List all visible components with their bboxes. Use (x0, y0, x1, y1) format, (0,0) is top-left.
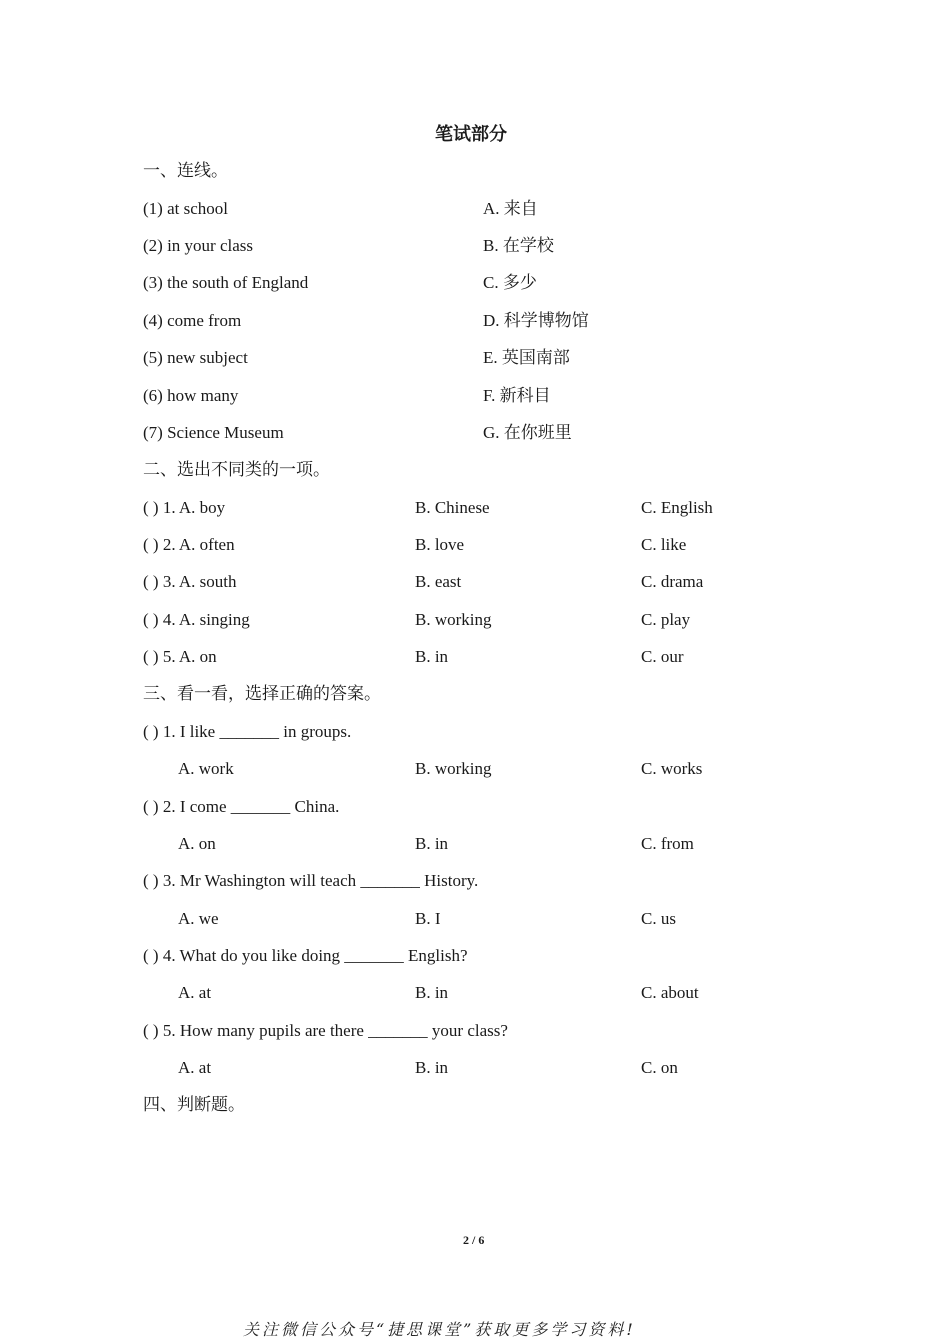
option-b: B. in (415, 983, 449, 1002)
option-b: B. in (415, 1058, 449, 1077)
section4-heading: 四、判断题。 (143, 1095, 245, 1114)
match-right-item: C. 多少 (483, 273, 537, 292)
match-left-item: (4) come from (143, 311, 242, 330)
question-stem: ( ) 2. I come _______ China. (143, 797, 340, 816)
match-right-item: F. 新科目 (483, 386, 551, 405)
question-stem: ( ) 3. A. south (143, 572, 237, 591)
section2-heading: 二、选出不同类的一项。 (143, 460, 330, 479)
option-c: C. on (641, 1058, 678, 1077)
question-stem: ( ) 3. Mr Washington will teach _______ History. (143, 871, 479, 890)
option-a: A. work (178, 759, 234, 778)
option-c: C. us (641, 909, 676, 928)
match-left-item: (7) Science Museum (143, 423, 284, 442)
option-c: C. works (641, 759, 703, 778)
option-a: A. on (178, 834, 216, 853)
option-b: B. east (415, 572, 462, 591)
option-b: B. in (415, 834, 449, 853)
question-stem: ( ) 4. A. singing (143, 610, 250, 629)
question-stem: ( ) 5. How many pupils are there _______ your class? (143, 1021, 508, 1040)
option-b: B. working (415, 759, 492, 778)
section1-heading: 一、连线。 (143, 161, 228, 180)
option-a: A. at (178, 983, 212, 1002)
option-c: C. like (641, 535, 687, 554)
question-stem: ( ) 2. A. often (143, 535, 235, 554)
match-left-item: (3) the south of England (143, 273, 309, 292)
option-c: C. English (641, 498, 713, 517)
question-stem: ( ) 4. What do you like doing _______ English? (143, 946, 468, 965)
match-left-item: (5) new subject (143, 348, 248, 367)
question-stem: ( ) 1. I like _______ in groups. (143, 722, 352, 741)
option-c: C. drama (641, 572, 704, 591)
page-number: 2 / 6 (463, 1233, 485, 1247)
option-a: A. at (178, 1058, 212, 1077)
match-right-item: A. 来自 (483, 199, 538, 218)
option-b: B. Chinese (415, 498, 490, 517)
option-c: C. from (641, 834, 694, 853)
option-b: B. in (415, 647, 449, 666)
match-left-item: (6) how many (143, 386, 239, 405)
option-b: B. working (415, 610, 492, 629)
option-c: C. our (641, 647, 684, 666)
option-b: B. love (415, 535, 465, 554)
match-right-item: B. 在学校 (483, 236, 554, 255)
option-b: B. I (415, 909, 441, 928)
match-right-item: G. 在你班里 (483, 423, 572, 442)
match-right-item: D. 科学博物馆 (483, 311, 589, 330)
page-title: 笔试部分 (435, 124, 507, 144)
question-stem: ( ) 5. A. on (143, 647, 217, 666)
match-left-item: (2) in your class (143, 236, 254, 255)
option-c: C. about (641, 983, 699, 1002)
section3-heading: 三、看一看，选择正确的答案。 (143, 684, 381, 703)
footer-promo: 关注微信公众号“捷思课堂”获取更多学习资料! (243, 1320, 636, 1339)
match-right-item: E. 英国南部 (483, 348, 570, 367)
option-c: C. play (641, 610, 691, 629)
question-stem: ( ) 1. A. boy (143, 498, 226, 517)
option-a: A. we (178, 909, 219, 928)
match-left-item: (1) at school (143, 199, 228, 218)
